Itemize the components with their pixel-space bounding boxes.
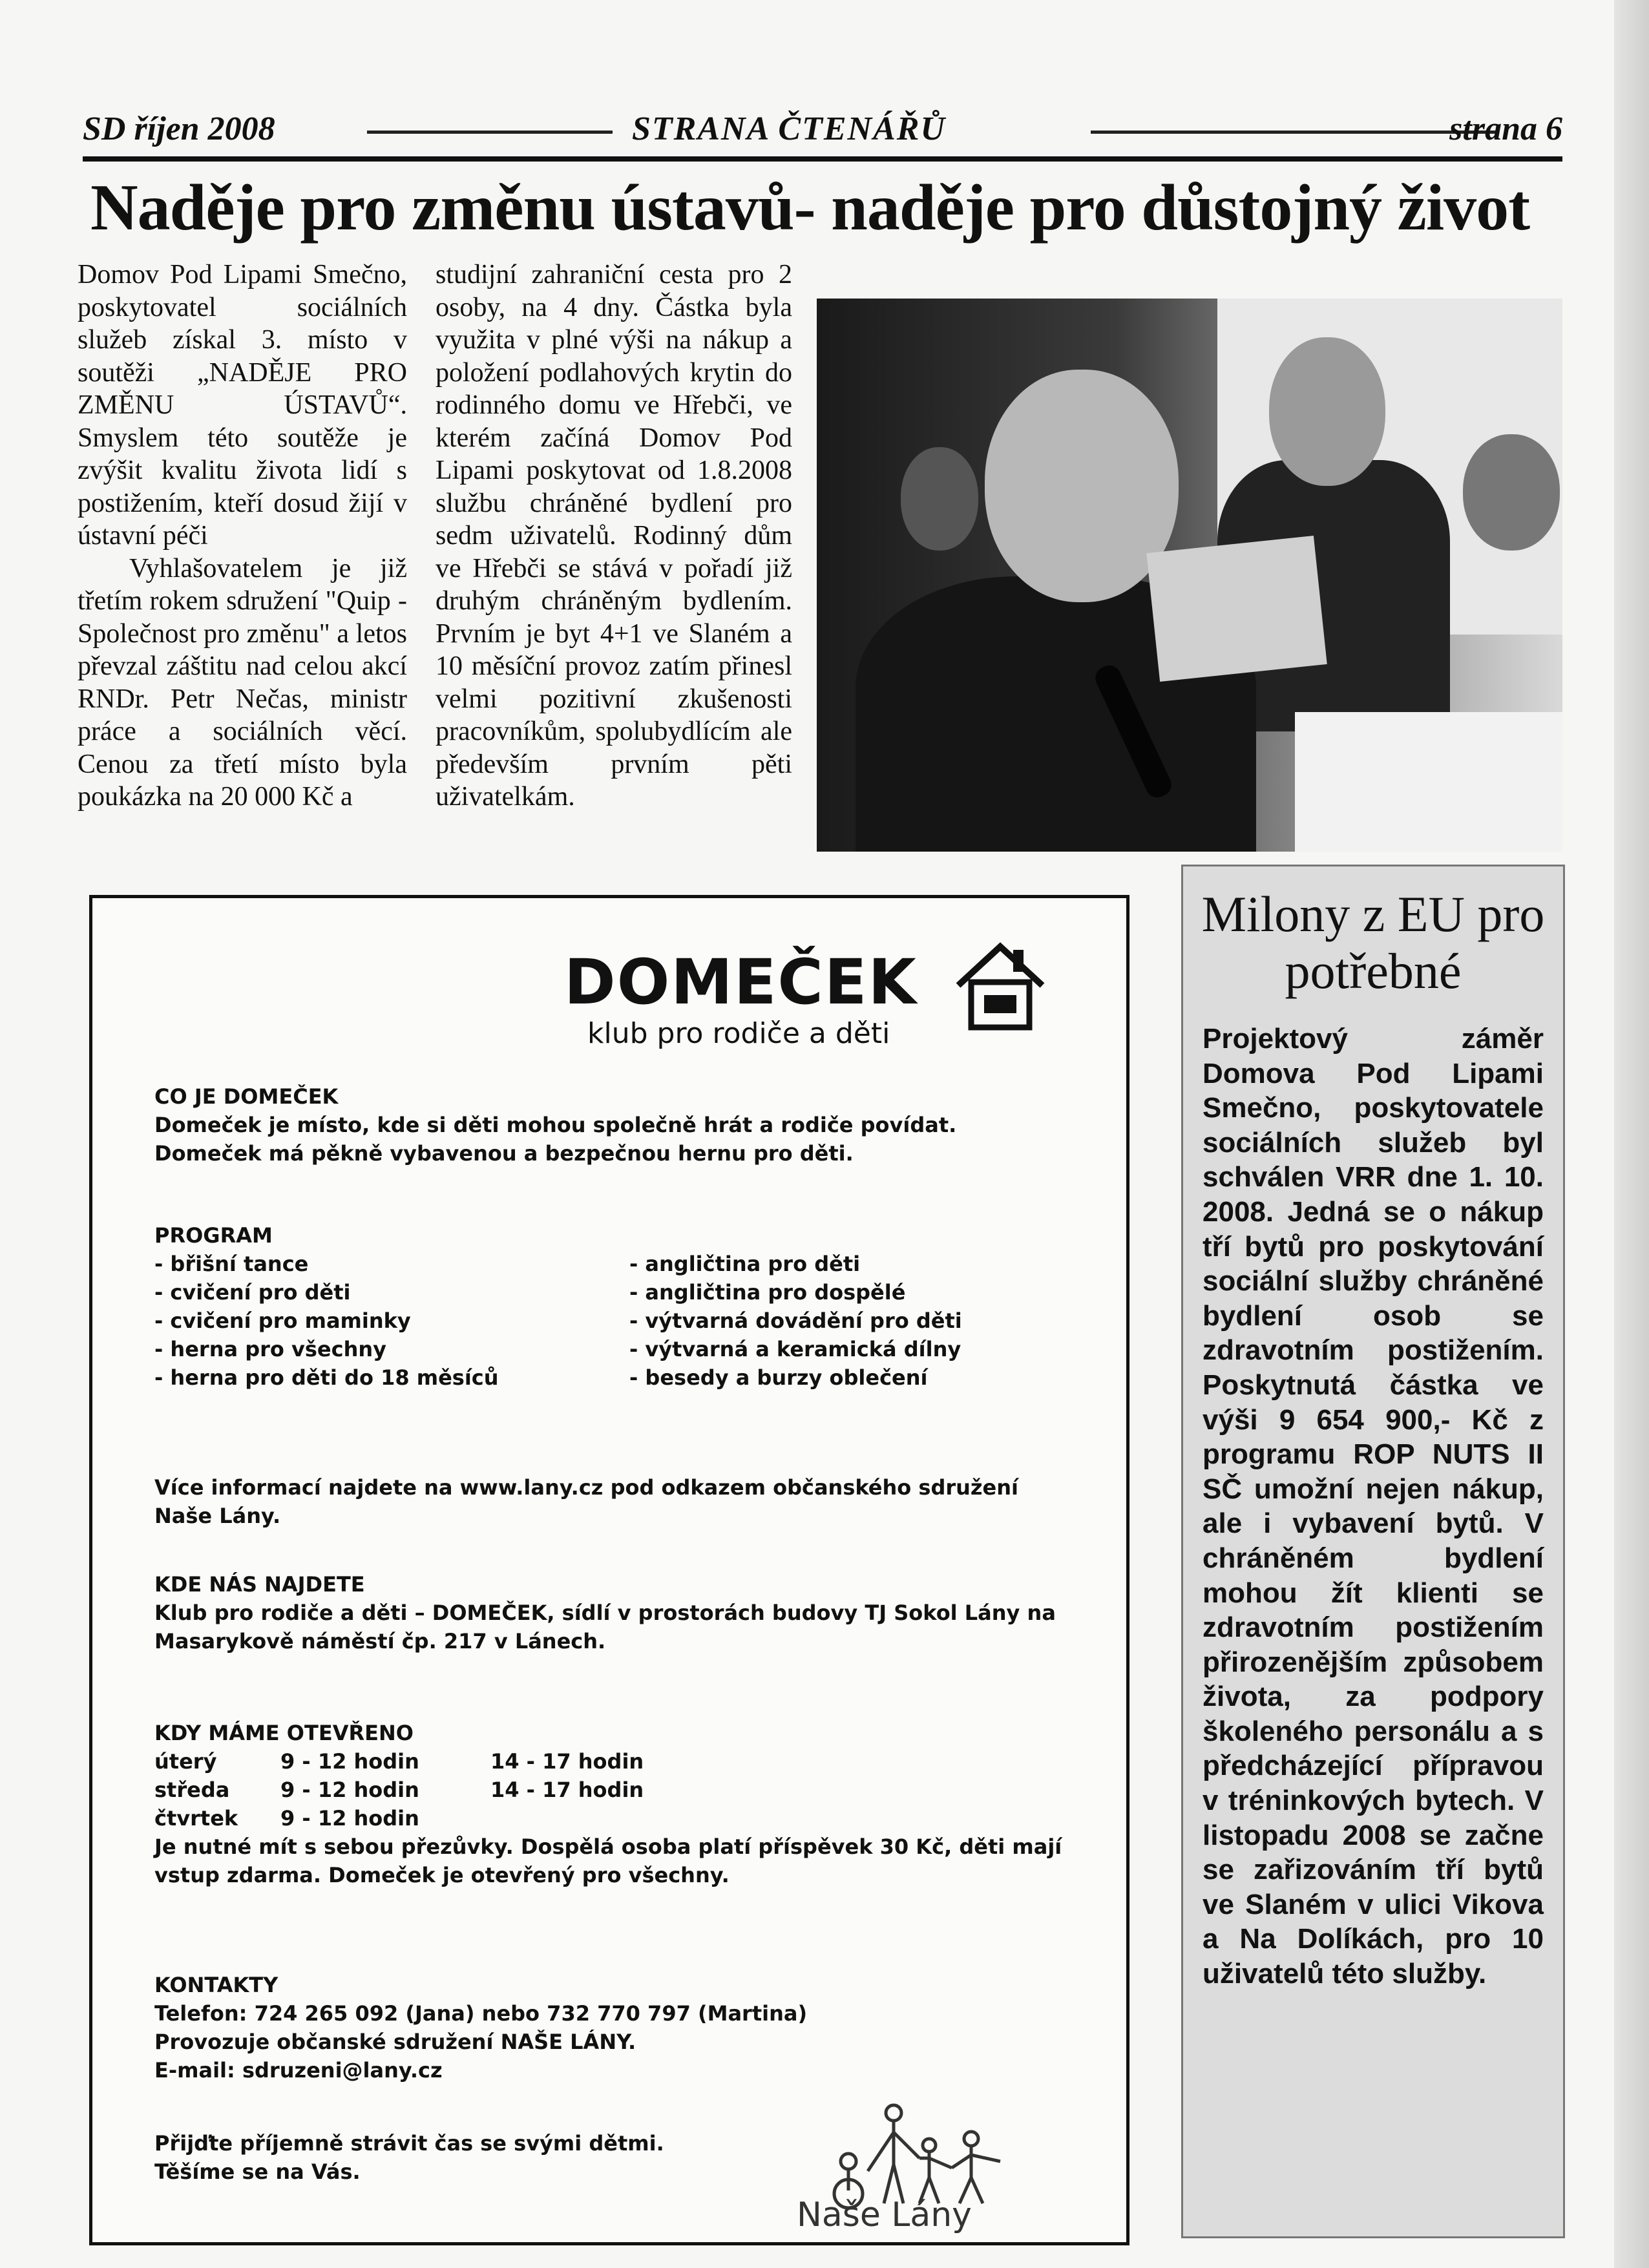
ad-hours-row <box>154 1804 1072 1832</box>
photo-person-woman-left <box>901 447 978 551</box>
article-paragraph: Vyhlašovatelem je již třetím rokem sdružení "Quip - Společnost pro změnu" a letos převzal záštitu nad celou akcí RNDr. Petr Nečas, ministr práce a sociálních věcí. Cenou za třetí místo byla poukázka na 20 000 Kč a <box>78 553 407 812</box>
sidebar-body: Projektový záměr Domova Pod Lipami Smečno, poskytovatele sociálních služeb byl schválen VRR dne 1. 10. 2008. Jedná se o nákup tří bytů pro poskytování sociální služby chráněné bydlení osob se zdravotním postižením. Poskytnutá částka ve výši 9 654 900,- Kč z programu ROP NUTS II SČ umožní nejen nákup, ale i vybavení bytů. V chráněném bydlení mohou žít klienti se zdravotním postižením přirozenějším způsobem života, za podpory školeného personálu a s předcházející přípravou v tréninkových bytech. V listopadu 2008 se začne se zařizováním tří bytů ve Slaném v ulici Vikova a Na Dolíkách, pro 10 uživatelů této služby. <box>1203 1023 1544 1990</box>
ad-program-row <box>154 1250 1072 1278</box>
ad-hours-row <box>154 1747 1072 1776</box>
sidebar-title: Milony z EU pro potřebné <box>1201 886 1545 999</box>
ad-what-line: Domeček má pěkně vybavenou a bezpečnou hernu pro děti. <box>154 1141 854 1166</box>
ad-hours-am: 9 - 12 hodin <box>280 1749 419 1774</box>
ad-program-row <box>154 1307 1072 1335</box>
ad-more-info: Více informací najdete na www.lany.cz pod odkazem občanského sdružení Naše Lány. <box>154 1475 1018 1528</box>
ad-hours-row <box>154 1776 1072 1804</box>
ad-where-heading: KDE NÁS NAJDETE <box>154 1572 365 1597</box>
ad-hours-note: Je nutné mít s sebou přezůvky. Dospělá osoba platí příspěvek 30 Kč, děti mají vstup zdarma. Domeček je otevřený pro všechny. <box>154 1834 1062 1887</box>
article-paragraph: studijní zahraniční cesta pro 2 osoby, na 4 dny. Částka byla využita v plné výši na nákup a položení podlahových krytin do rodinného domu ve Hřebči, ve kterém začíná Domov Pod Lipami poskytovat od 1.8.2008 službu chráněné bydlení pro sedm uživatelů. Rodinný dům ve Hřebči se stává v pořadí již druhým chráněným bydlením. Prvním je byt 4+1 ve Slaném a 10 měsíční provoz zatím přinesl velmi pozitivní zkušenosti pracovníkům, spolubydlícím ale především prvním pěti uživatelkám. <box>436 260 792 812</box>
ad-what-line: Domeček je místo, kde si děti mohou společně hrát a rodiče povídat. <box>154 1113 957 1137</box>
ad-hours-pm: 14 - 17 hodin <box>490 1778 644 1802</box>
ad-hours-section <box>154 1719 1072 1889</box>
masthead-rule <box>1091 131 1498 134</box>
ad-contact-operator: Provozuje občanské sdružení NAŠE LÁNY. <box>154 2030 636 2054</box>
ad-hours-day: středa <box>154 1778 230 1802</box>
ad-where-section <box>154 1570 1072 1655</box>
ad-logo-title: DOMEČEK <box>564 946 918 1018</box>
ad-program-row <box>154 1278 1072 1307</box>
ad-closing-line: Přijďte příjemně strávit čas se svými dětmi. <box>154 2131 664 2156</box>
masthead <box>83 110 1562 155</box>
ad-hours-day: úterý <box>154 1749 217 1774</box>
ad-hours-am: 9 - 12 hodin <box>280 1778 419 1802</box>
ad-hours-am: 9 - 12 hodin <box>280 1806 419 1831</box>
ad-what-heading: CO JE DOMEČEK <box>154 1084 339 1109</box>
ad-hours-heading: KDY MÁME OTEVŘENO <box>154 1721 414 1745</box>
ad-program-item: - cvičení pro maminky <box>154 1308 411 1333</box>
photo-person-woman-right <box>1463 434 1560 551</box>
masthead-date: SD říjen 2008 <box>83 110 275 147</box>
sidebar-box <box>1181 865 1565 2238</box>
masthead-section: STRANA ČTENÁŘŮ <box>632 110 947 147</box>
page-edge <box>1614 0 1649 2268</box>
ad-program-item: - břišní tance <box>154 1252 309 1276</box>
masthead-rule <box>367 131 613 134</box>
photo-table <box>1295 712 1562 852</box>
ad-hours-day: čtvrtek <box>154 1806 238 1831</box>
photo-person-suit-head <box>1269 337 1385 486</box>
ad-what-section <box>154 1082 1072 1168</box>
domecek-advert <box>89 895 1129 2245</box>
house-icon <box>952 937 1049 1034</box>
article-photo <box>817 299 1562 852</box>
ad-program-row <box>154 1363 1072 1392</box>
article-column-2 <box>436 258 792 814</box>
ad-brand-text: Naše Lány <box>797 2196 972 2234</box>
ad-logo-subtitle: klub pro rodiče a děti <box>587 1017 890 1050</box>
ad-program-item: - herna pro děti do 18 měsíců <box>154 1365 499 1390</box>
ad-program-item: - angličtina pro dospělé <box>629 1280 906 1305</box>
ad-program-item: - výtvarná dovádění pro děti <box>629 1308 962 1333</box>
masthead-underline <box>83 156 1562 162</box>
article-column-1 <box>78 258 407 814</box>
article-paragraph: Domov Pod Lipami Smečno, poskytovatel sociálních služeb získal 3. místo v soutěži „NADĚJE PRO ZMĚNU ÚSTAVŮ“. Smyslem této soutěže je zvýšit kvalitu života lidí s postižením, kteří dosud žijí v ústavní péči <box>78 260 407 551</box>
ad-program-item: - herna pro všechny <box>154 1337 387 1361</box>
article-headline: Naděje pro změnu ústavů- naděje pro důstojný život <box>90 171 1530 244</box>
ad-contact-phone: Telefon: 724 265 092 (Jana) nebo 732 770 797 (Martina) <box>154 2001 808 2026</box>
ad-where-text: Klub pro rodiče a děti – DOMEČEK, sídlí v prostorách budovy TJ Sokol Lány na Masarykově náměstí čp. 217 v Lánech. <box>154 1601 1056 1654</box>
ad-program-heading: PROGRAM <box>154 1223 273 1248</box>
masthead-page-number: strana 6 <box>1449 110 1562 147</box>
ad-closing-line: Těšíme se na Vás. <box>154 2159 361 2184</box>
photo-certificate <box>1146 536 1327 682</box>
ad-contacts-section <box>154 1971 1072 2084</box>
ad-contacts-heading: KONTAKTY <box>154 1973 278 1997</box>
ad-program-row <box>154 1335 1072 1363</box>
ad-program-section <box>154 1221 1072 1392</box>
ad-hours-pm: 14 - 17 hodin <box>490 1749 644 1774</box>
ad-program-item: - cvičení pro děti <box>154 1280 351 1305</box>
ad-program-item: - angličtina pro děti <box>629 1252 861 1276</box>
ad-program-item: - výtvarná a keramická dílny <box>629 1337 961 1361</box>
ad-contact-email: E-mail: sdruzeni@lany.cz <box>154 2058 443 2083</box>
ad-program-item: - besedy a burzy oblečení <box>629 1365 928 1390</box>
ad-closing <box>154 2129 788 2186</box>
family-figures-icon <box>823 2100 1016 2210</box>
